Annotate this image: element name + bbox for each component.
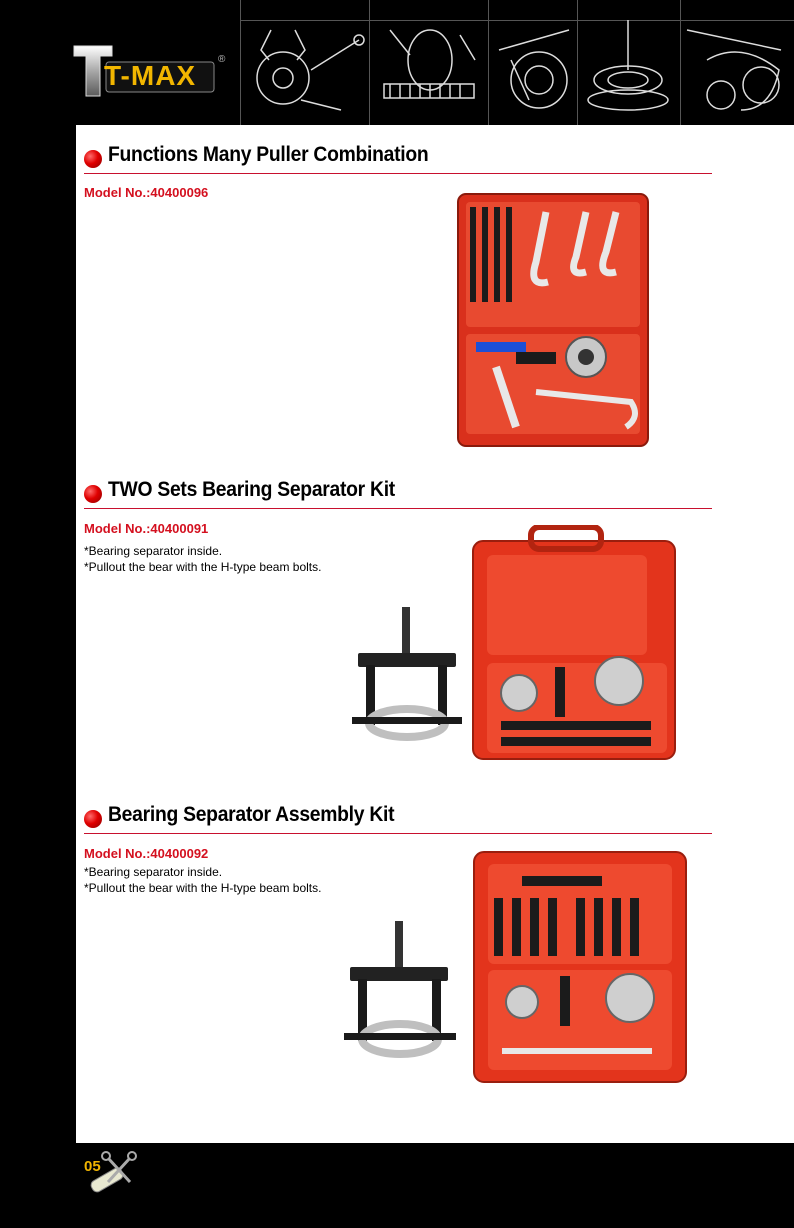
puller-sketch-icon xyxy=(240,0,369,125)
separator-assembly-case-photo xyxy=(472,850,688,1089)
bearing-separator-press-photo xyxy=(352,605,462,760)
registered-mark: ® xyxy=(218,54,226,65)
hub-bearing-sketch-icon xyxy=(577,0,680,125)
note-line: *Pullout the bear with the H-type beam bolts. xyxy=(84,881,322,895)
engine-pulley-sketch-icon xyxy=(680,0,794,125)
section-title-two-sets-separator xyxy=(84,478,712,509)
page-header xyxy=(0,0,794,125)
puller-combination-case-photo xyxy=(456,192,650,453)
section-title-text: Functions Many Puller Combination xyxy=(108,143,429,166)
section-title-text: Bearing Separator Assembly Kit xyxy=(108,803,395,826)
red-bullet-icon xyxy=(84,485,102,503)
section-title-separator-assembly xyxy=(84,803,712,834)
section-title-text: TWO Sets Bearing Separator Kit xyxy=(108,478,395,501)
page-number: 05 xyxy=(84,1158,101,1175)
bearing-separator-sketch-icon xyxy=(369,0,488,125)
wheel-puller-sketch-icon xyxy=(488,0,577,125)
note-line: *Bearing separator inside. xyxy=(84,544,223,558)
content-area xyxy=(76,125,794,1143)
red-bullet-icon xyxy=(84,150,102,168)
two-sets-separator-case-photo xyxy=(471,525,677,766)
bearing-separator-press-photo xyxy=(344,919,456,1078)
model-number: Model No.:40400091 xyxy=(84,521,209,536)
tmax-logo xyxy=(70,40,230,104)
model-number: Model No.:40400092 xyxy=(84,846,209,861)
note-line: *Bearing separator inside. xyxy=(84,865,223,879)
red-bullet-icon xyxy=(84,810,102,828)
note-line: *Pullout the bear with the H-type beam bolts. xyxy=(84,560,322,574)
section-title-functions-puller xyxy=(84,143,712,174)
model-number: Model No.:40400096 xyxy=(84,185,209,200)
logo-text: T-MAX xyxy=(104,60,197,91)
